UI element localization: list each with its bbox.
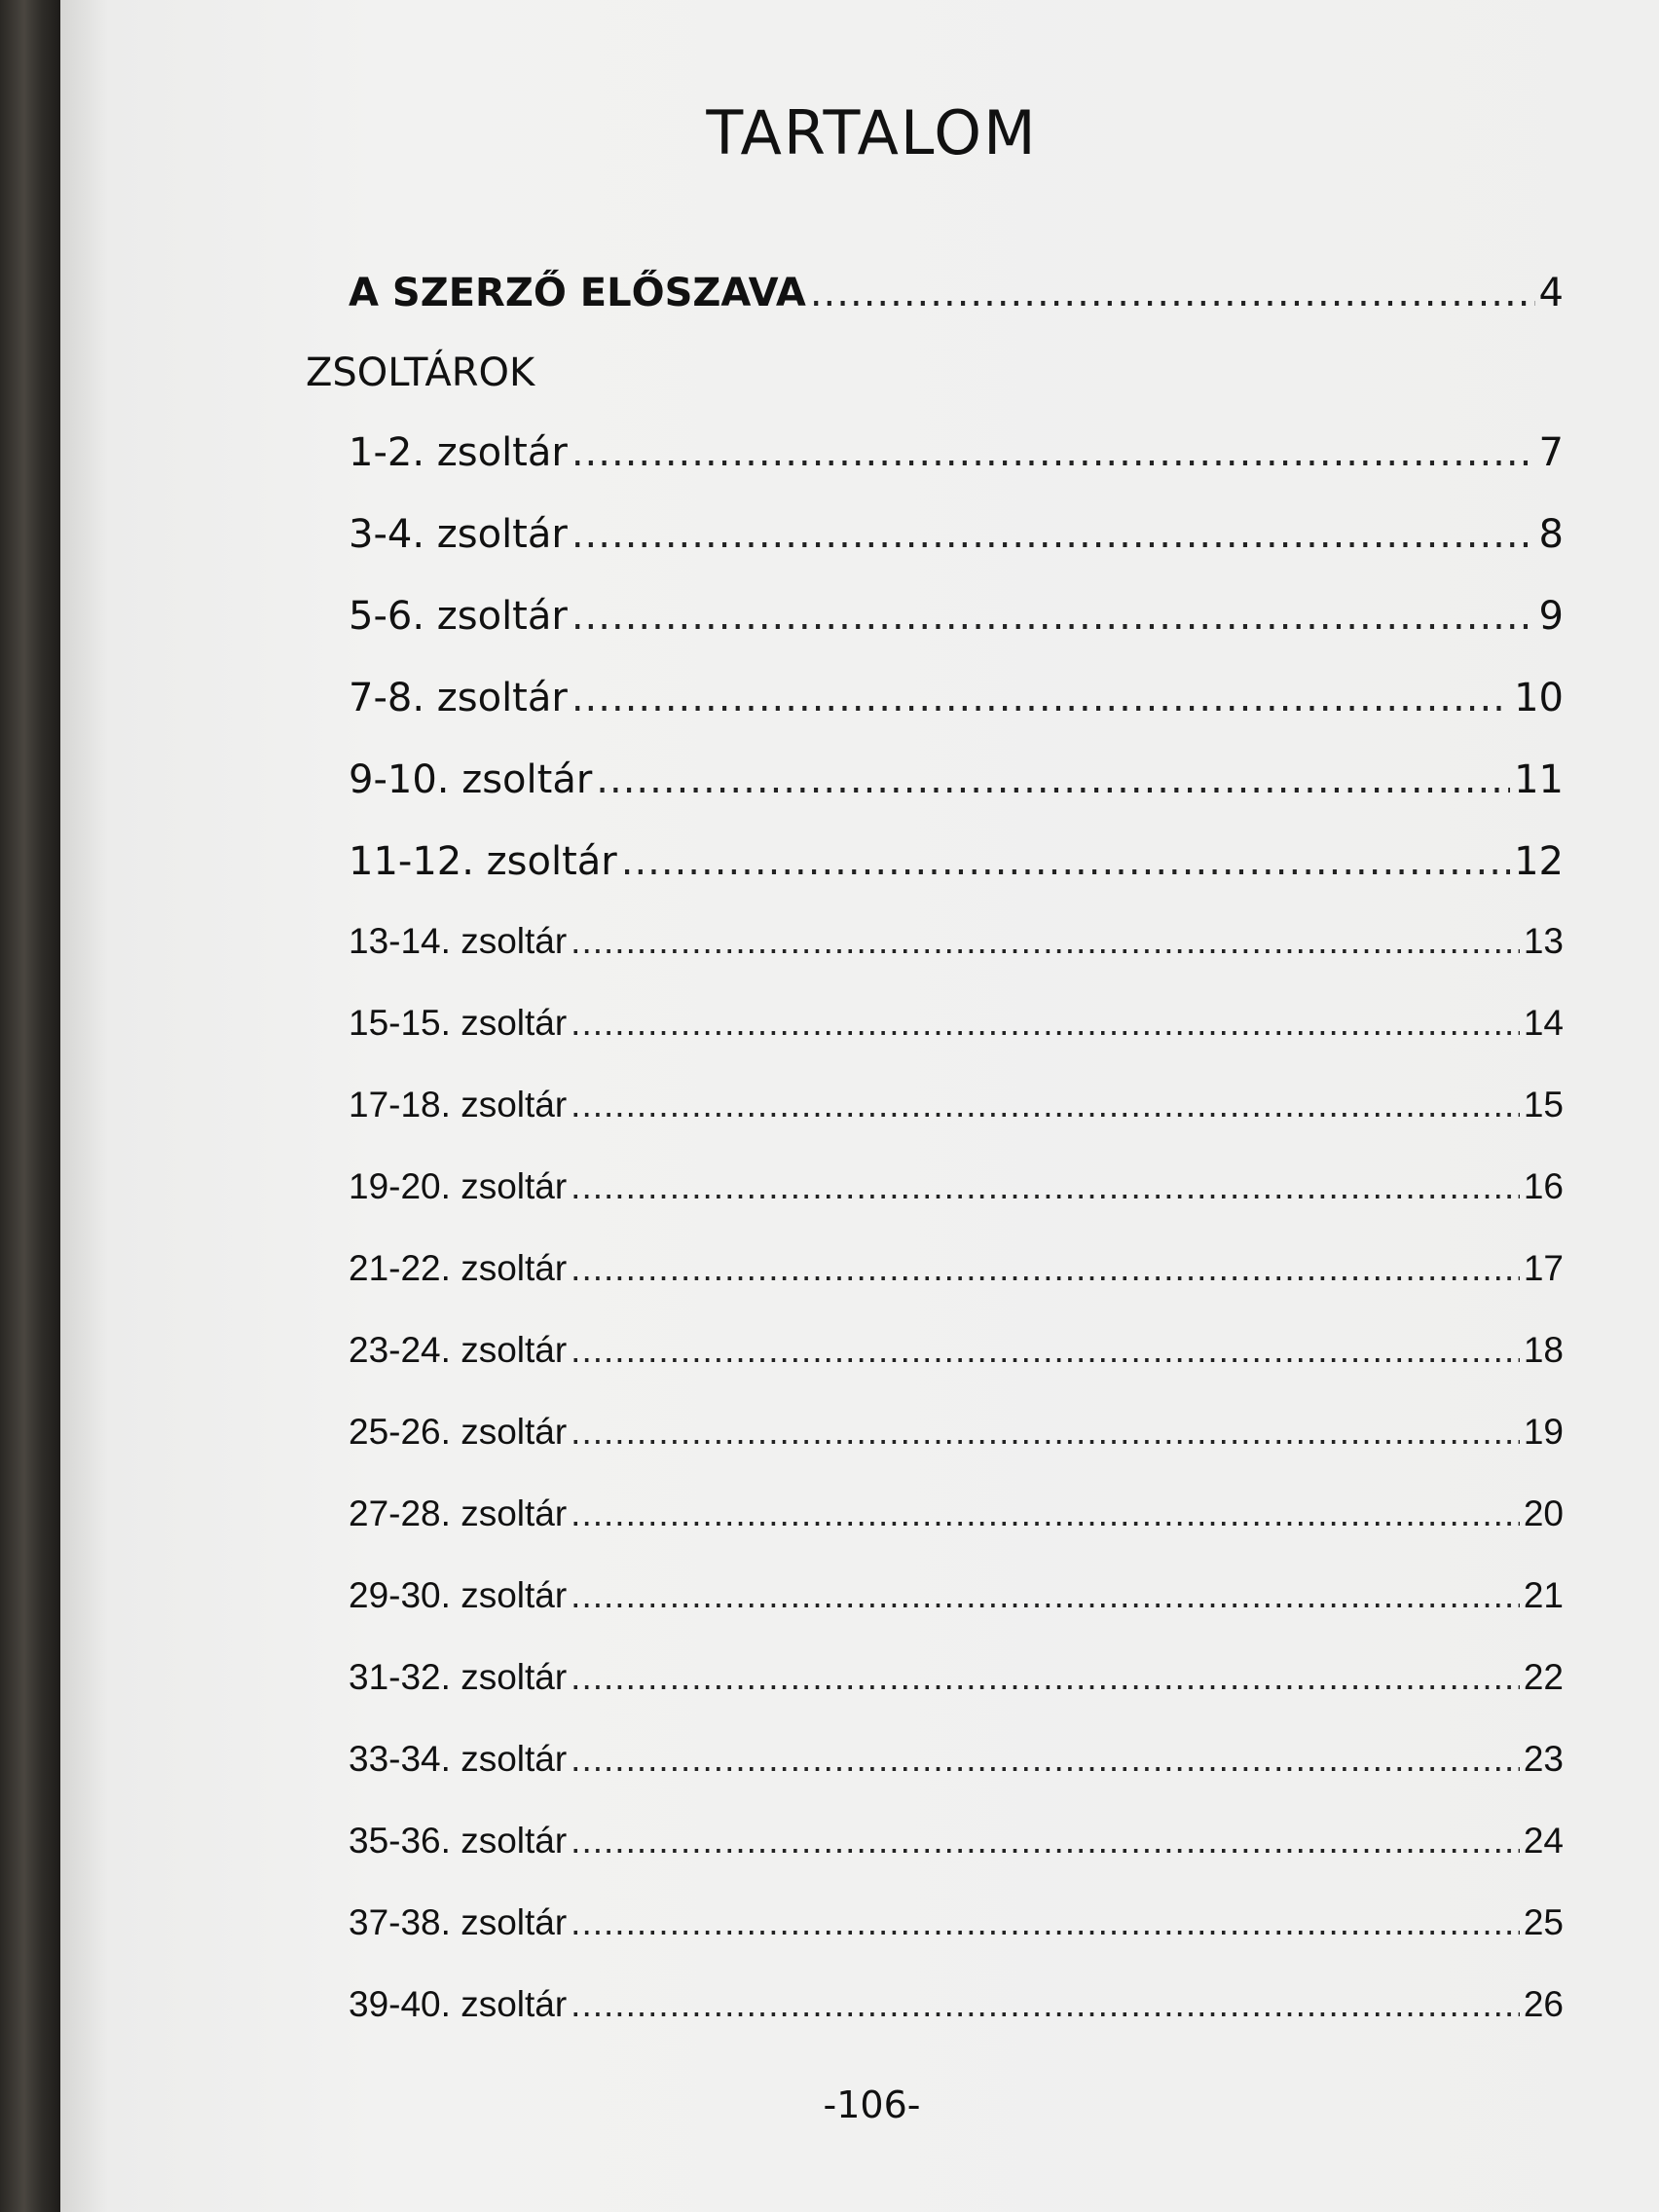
dot-leader — [571, 1330, 1520, 1371]
toc-entry-label: 21-22. zsoltár — [349, 1248, 568, 1288]
toc-entry-page: 24 — [1523, 1821, 1564, 1861]
toc-entry-label: 31-32. zsoltár — [349, 1657, 568, 1697]
toc-entry — [349, 1739, 1564, 1780]
toc-entry-preface — [349, 271, 1564, 315]
toc-entry — [349, 1493, 1564, 1534]
toc-entry-page: 23 — [1523, 1739, 1564, 1779]
dot-leader — [571, 1657, 1520, 1698]
toc-entry-label: 7-8. zsoltár — [349, 676, 568, 720]
toc-entry — [349, 1657, 1564, 1698]
toc-entry — [349, 1575, 1564, 1616]
page-number: -106- — [823, 2083, 921, 2126]
dot-leader — [571, 1085, 1520, 1125]
toc-entry-label: 37-38. zsoltár — [349, 1902, 568, 1942]
toc-entry-page: 19 — [1523, 1412, 1564, 1452]
dot-leader — [571, 512, 1535, 557]
toc-entry-label: 11-12. zsoltár — [349, 839, 617, 884]
toc-entry — [349, 594, 1564, 639]
toc-entry-page: 16 — [1523, 1166, 1564, 1206]
toc-entry — [349, 676, 1564, 720]
toc-entry-label: 3-4. zsoltár — [349, 512, 568, 557]
dot-leader — [571, 1166, 1520, 1207]
toc-entry-label: 27-28. zsoltár — [349, 1493, 568, 1533]
toc-entry-page: 18 — [1523, 1330, 1564, 1370]
toc-entry-page: 10 — [1514, 676, 1564, 720]
toc-entry-label: 17-18. zsoltár — [349, 1085, 568, 1124]
toc-entry-label: 9-10. zsoltár — [349, 757, 593, 802]
toc-entry-label: 23-24. zsoltár — [349, 1330, 568, 1370]
dot-leader — [571, 1984, 1520, 2025]
toc-entry-page: 11 — [1514, 757, 1564, 802]
toc-entry — [349, 1248, 1564, 1289]
toc-entry-page: 17 — [1523, 1248, 1564, 1288]
page-title: TARTALOM — [706, 97, 1038, 168]
toc-entry — [349, 1902, 1564, 1943]
dot-leader — [571, 430, 1535, 475]
toc-entry-page: 22 — [1523, 1657, 1564, 1697]
toc-entry — [349, 839, 1564, 884]
toc-entry — [349, 1821, 1564, 1862]
toc-entry-page: 20 — [1523, 1493, 1564, 1533]
dot-leader — [571, 1575, 1520, 1616]
toc-entry-page: 25 — [1523, 1902, 1564, 1942]
toc-entry-page: 15 — [1523, 1085, 1564, 1124]
dot-leader — [621, 839, 1510, 884]
toc-entry-page: 14 — [1523, 1003, 1564, 1043]
toc-entry — [349, 921, 1564, 962]
dot-leader — [571, 676, 1510, 720]
dot-leader — [571, 1739, 1520, 1780]
toc-entry-page: 9 — [1538, 594, 1564, 639]
toc-entry-page: 4 — [1538, 271, 1564, 315]
toc-entry-page: 12 — [1514, 839, 1564, 884]
toc-entry-page: 21 — [1523, 1575, 1564, 1615]
toc-entry-label: A SZERZŐ ELŐSZAVA — [349, 271, 806, 315]
toc-entry — [349, 1085, 1564, 1125]
dot-leader — [571, 1821, 1520, 1862]
dot-leader — [571, 921, 1520, 962]
toc-entry-label: 29-30. zsoltár — [349, 1575, 568, 1615]
toc-entry-label: 33-34. zsoltár — [349, 1739, 568, 1779]
toc-entry-label: 19-20. zsoltár — [349, 1166, 568, 1206]
toc-entry — [349, 1330, 1564, 1371]
toc-entry-page: 8 — [1538, 512, 1564, 557]
toc-entry-page: 26 — [1523, 1984, 1564, 2024]
dot-leader — [571, 1902, 1520, 1943]
toc-entry-page: 13 — [1523, 921, 1564, 961]
dot-leader — [596, 757, 1510, 802]
toc-entry-label: 35-36. zsoltár — [349, 1821, 568, 1861]
toc-entry — [349, 757, 1564, 802]
toc-entry-label: 15-15. zsoltár — [349, 1003, 568, 1043]
dot-leader — [571, 1248, 1520, 1289]
toc-entry-label: 25-26. zsoltár — [349, 1412, 568, 1452]
toc-entry-label: 13-14. zsoltár — [349, 921, 568, 961]
toc-entry — [349, 1003, 1564, 1044]
dot-leader — [571, 1493, 1520, 1534]
toc-entry — [349, 1166, 1564, 1207]
toc-entry-page: 7 — [1538, 430, 1564, 475]
toc-entry — [349, 512, 1564, 557]
dot-leader — [571, 1003, 1520, 1044]
toc-entry — [349, 1984, 1564, 2025]
toc-entry — [349, 430, 1564, 475]
dot-leader — [810, 271, 1535, 315]
toc-entry-label: 39-40. zsoltár — [349, 1984, 568, 2024]
section-heading: ZSOLTÁROK — [306, 350, 535, 395]
dot-leader — [571, 1412, 1520, 1453]
dot-leader — [571, 594, 1535, 639]
toc-entry-label: 1-2. zsoltár — [349, 430, 568, 475]
toc-entry — [349, 1412, 1564, 1453]
toc-entry-label: 5-6. zsoltár — [349, 594, 568, 639]
